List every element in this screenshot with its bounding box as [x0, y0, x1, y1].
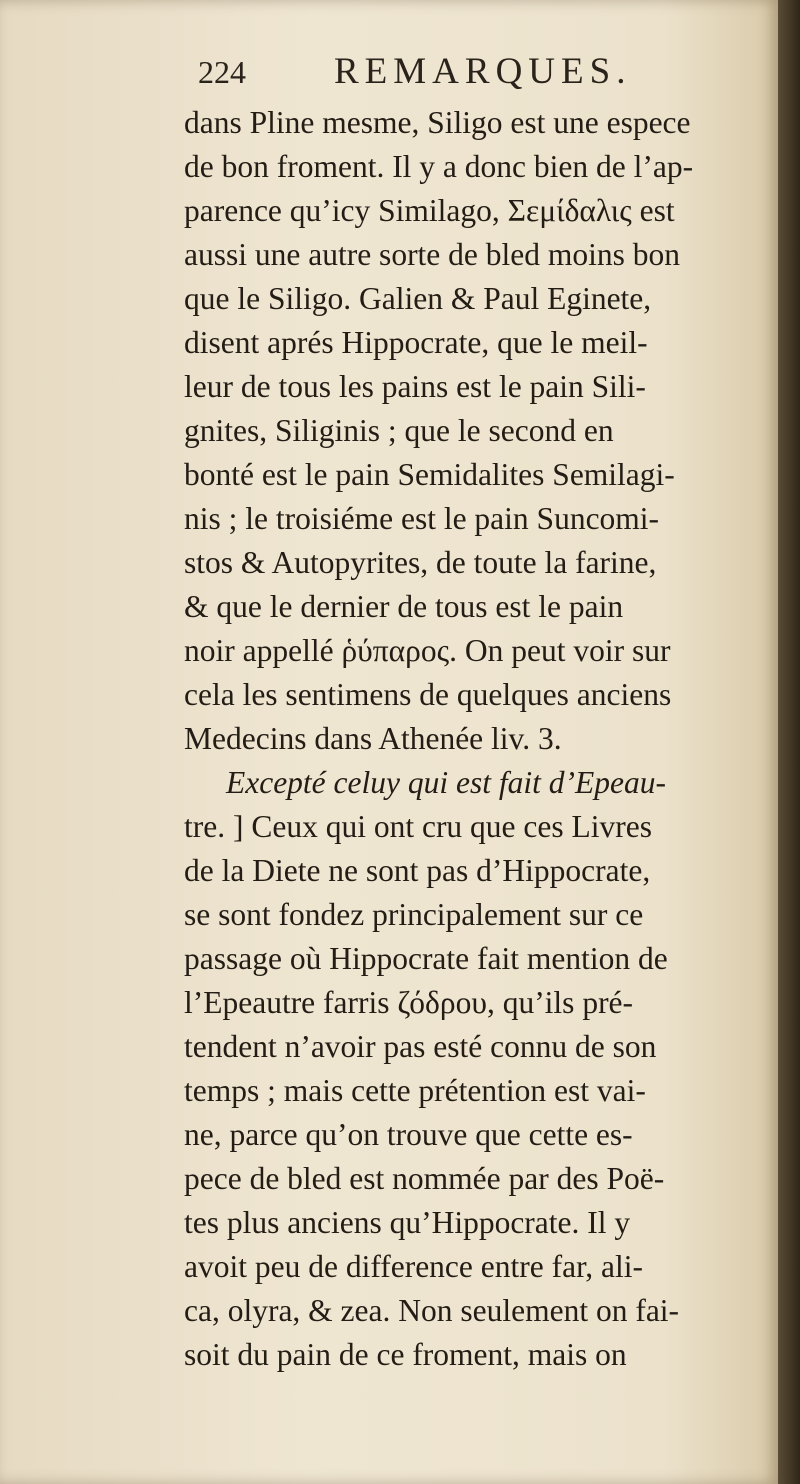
text-line: dans Pline mesme, Siligo est une espece — [184, 105, 691, 140]
text-line: parence qu’icy Similago, Σεμίδαλις est — [184, 193, 675, 228]
text-line: que le Siligo. Galien & Paul Eginete, — [184, 281, 652, 316]
text-line: noir appellé ῥύπαρος. On peut voir sur — [184, 633, 671, 668]
text-line: stos & Autopyrites, de toute la farine, — [184, 545, 657, 580]
text-line: aussi une autre sorte de bled moins bon — [184, 237, 681, 272]
text-line: temps ; mais cette prétention est vai- — [184, 1073, 646, 1108]
text-line: bonté est le pain Semidalites Semilagi- — [184, 457, 675, 492]
text-line: soit du pain de ce froment, mais on — [184, 1337, 627, 1372]
text-line: Medecins dans Athenée liv. 3. — [184, 721, 562, 756]
running-head: REMARQUES. — [334, 51, 632, 92]
text-line: de la Diete ne sont pas d’Hippocrate, — [184, 853, 651, 888]
text-line: nis ; le troisiéme est le pain Suncomi- — [184, 501, 660, 536]
text-line: passage où Hippocrate fait mention de — [184, 941, 668, 976]
text-line: de bon froment. Il y a donc bien de l’ap- — [184, 149, 694, 184]
text-line: leur de tous les pains est le pain Sili- — [184, 369, 646, 404]
page-number: 224 — [198, 54, 246, 90]
text-line: disent aprés Hippocrate, que le meil- — [184, 325, 648, 360]
text-line: cela les sentimens de quelques anciens — [184, 677, 672, 712]
text-line: pece de bled est nommée par des Poë- — [184, 1161, 665, 1196]
page-header — [198, 50, 758, 102]
text-line: l’Epeautre farris ζόδρου, qu’ils pré- — [184, 985, 634, 1020]
text-line: tre. ] Ceux qui ont cru que ces Livres — [184, 809, 652, 844]
text-line: avoit peu de difference entre far, ali- — [184, 1249, 644, 1284]
text-line: ca, olyra, & zea. Non seulement on fai- — [184, 1293, 680, 1328]
text-line: gnites, Siliginis ; que le second en — [184, 413, 614, 448]
text-line: se sont fondez principalement sur ce — [184, 897, 644, 932]
text-line: tes plus anciens qu’Hippocrate. Il y — [184, 1205, 631, 1240]
text-line-lemma: Excepté celuy qui est fait d’Epeau- — [226, 765, 666, 800]
text-line: ne, parce qu’on trouve que cette es- — [184, 1117, 633, 1152]
text-line: tendent n’avoir pas esté connu de son — [184, 1029, 657, 1064]
book-gutter — [778, 0, 800, 1484]
text-line: & que le dernier de tous est le pain — [184, 589, 624, 624]
